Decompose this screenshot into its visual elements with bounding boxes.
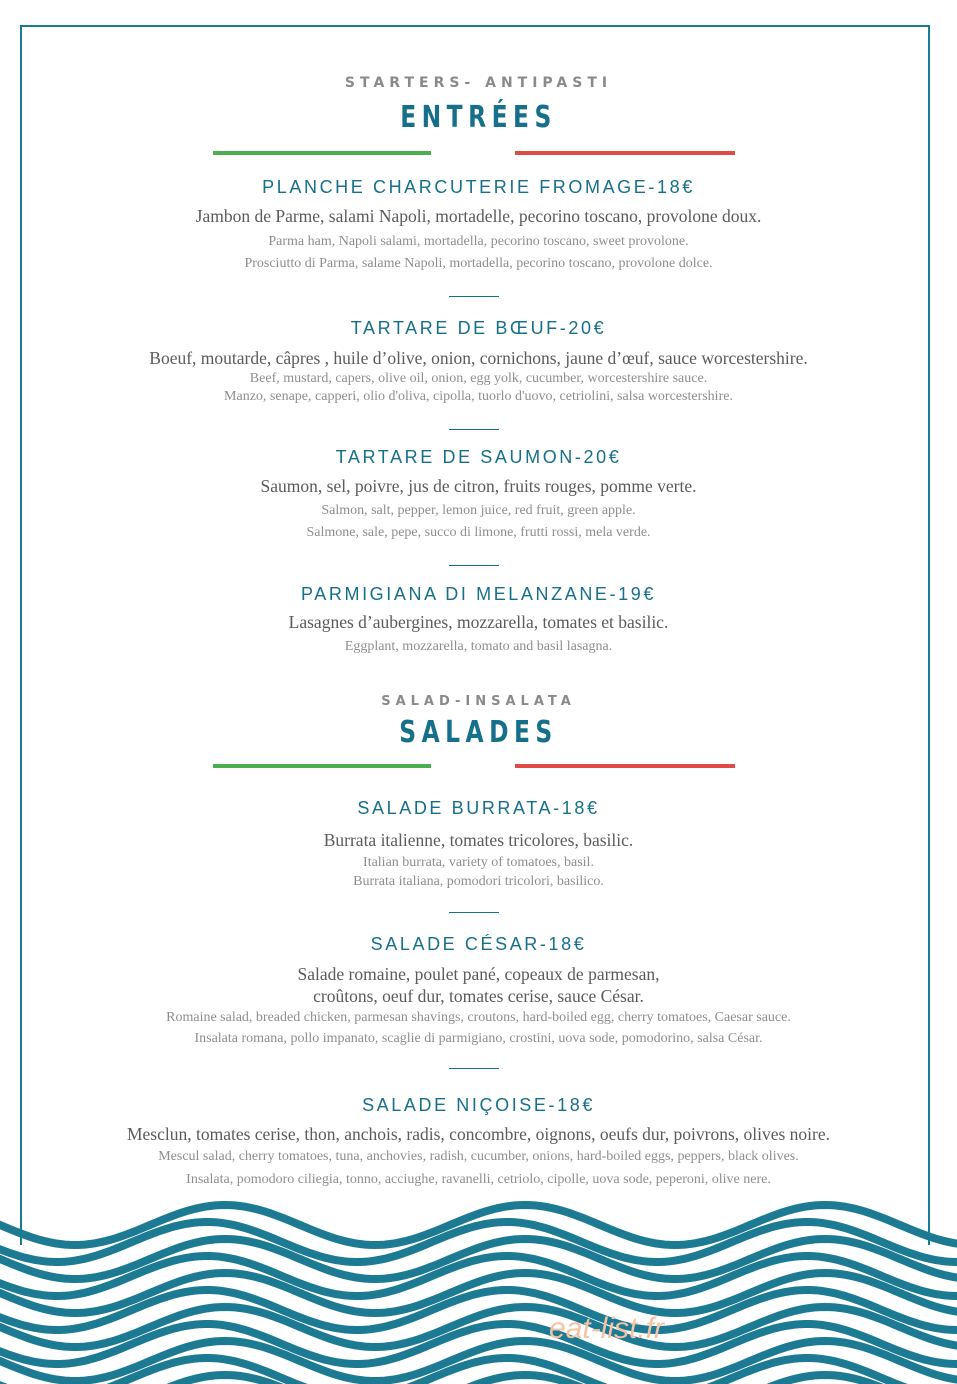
item-title: TARTARE DE BŒUF-20€ (350, 318, 607, 338)
item-desc-fr: croûtons, oeuf dur, tomates cerise, sauce César. (313, 986, 644, 1006)
green-rule (213, 764, 431, 768)
divider (449, 296, 499, 297)
green-rule (213, 151, 431, 155)
item-desc-it: Prosciutto di Parma, salame Napoli, mortadella, pecorino toscano, provolone dolce. (244, 256, 713, 271)
item-title: SALADE BURRATA-18€ (357, 798, 600, 818)
item-title: PARMIGIANA DI MELANZANE-19€ (301, 584, 656, 604)
entrees-subtitle: STARTERS- ANTIPASTI (344, 75, 613, 91)
item-desc-en: Beef, mustard, capers, olive oil, onion, egg yolk, cucumber, worcestershire sauce. (249, 371, 708, 386)
divider (449, 912, 499, 913)
item-desc-fr: Salade romaine, poulet pané, copeaux de parmesan, (297, 964, 660, 984)
item-desc-en: Romaine salad, breaded chicken, parmesan shavings, croutons, hard-boiled egg, cherry tomatoes, Caesar sauce. (166, 1010, 791, 1025)
item-desc-it: Insalata romana, pollo impanato, scaglie di parmigiano, crostini, uova sode, pomodorino, salsa César. (194, 1031, 763, 1046)
item-desc-it: Manzo, senape, capperi, olio d'oliva, cipolla, tuorlo d'uovo, cetriolini, salsa worcestershire. (224, 389, 733, 404)
item-desc-it: Burrata italiana, pomodori tricolori, basilico. (353, 874, 604, 889)
item-desc-fr: Jambon de Parme, salami Napoli, mortadelle, pecorino toscano, provolone doux. (195, 206, 762, 226)
item-desc-fr: Lasagnes d’aubergines, mozzarella, tomates et basilic. (288, 612, 669, 632)
item-desc-en: Salmon, salt, pepper, lemon juice, red fruit, green apple. (321, 503, 636, 518)
item-desc-en: Mescul salad, cherry tomatoes, tuna, anchovies, radish, cucumber, onions, hard-boiled eggs, peppers, black olives. (158, 1149, 799, 1164)
item-desc-it: Salmone, sale, pepe, succo di limone, frutti rossi, mela verde. (306, 525, 651, 540)
salades-title: SALADES (399, 715, 558, 750)
item-desc-fr: Mesclun, tomates cerise, thon, anchois, radis, concombre, oignons, oeufs dur, poivrons, olives noire. (126, 1124, 831, 1144)
item-desc-en: Eggplant, mozzarella, tomato and basil lasagna. (344, 639, 613, 654)
item-desc-en: Parma ham, Napoli salami, mortadella, pecorino toscano, sweet provolone. (268, 234, 689, 249)
item-desc-fr: Burrata italienne, tomates tricolores, basilic. (323, 830, 634, 850)
entrees-title: ENTRÉES (400, 100, 557, 135)
wave-pattern (0, 1195, 957, 1384)
divider (449, 429, 499, 430)
item-title: TARTARE DE SAUMON-20€ (335, 447, 622, 467)
item-desc-fr: Boeuf, moutarde, câpres , huile d’olive, onion, cornichons, jaune d’œuf, sauce worcestershire. (149, 348, 808, 368)
red-rule (515, 764, 735, 768)
red-rule (515, 151, 735, 155)
salades-subtitle: SALAD-INSALATA (381, 694, 576, 709)
watermark-text: eat-list.fr (548, 1312, 665, 1345)
item-desc-it: Insalata, pomodoro ciliegia, tonno, acciughe, ravanelli, cetriolo, cipolle, uova sode, peperoni, olive nere. (186, 1172, 771, 1187)
item-desc-fr: Saumon, sel, poivre, jus de citron, fruits rouges, pomme verte. (260, 476, 697, 496)
item-title: SALADE NIÇOISE-18€ (362, 1095, 595, 1115)
item-desc-en: Italian burrata, variety of tomatoes, basil. (363, 855, 594, 870)
item-title: SALADE CÉSAR-18€ (370, 934, 587, 954)
divider (449, 565, 499, 566)
divider (449, 1068, 499, 1069)
item-title: PLANCHE CHARCUTERIE FROMAGE-18€ (262, 177, 695, 197)
